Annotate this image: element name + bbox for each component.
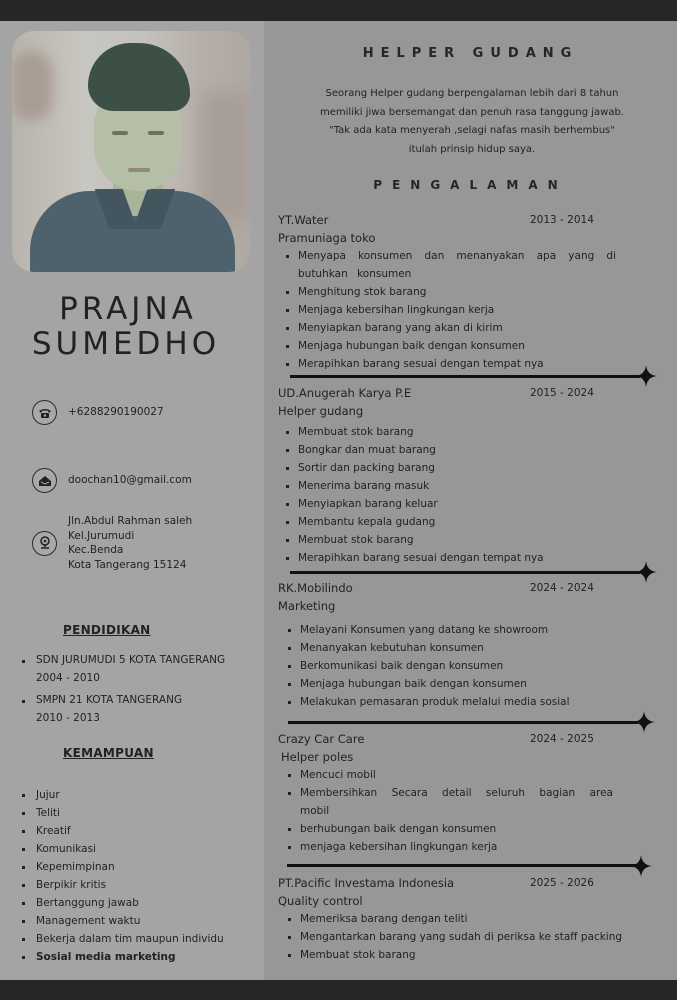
duty-item: Mengantarkan barang yang sudah di periksa ke staff packing: [288, 928, 668, 946]
address-line: Kota Tangerang 15124: [68, 558, 187, 571]
school-years: 2004 - 2010: [36, 671, 100, 684]
skill-item: Komunikasi: [22, 840, 224, 858]
left-sidebar: [0, 21, 264, 980]
duty-list: [288, 910, 668, 964]
location-pin-icon: [32, 531, 57, 556]
company-name: Crazy Car Care: [278, 732, 365, 746]
job-years: 2024 - 2025: [530, 733, 594, 745]
job-years: 2013 - 2014: [530, 214, 594, 226]
skill-item: Sosial media marketing: [22, 948, 224, 966]
duty-item: Mencuci mobil: [288, 766, 668, 784]
job-years: 2024 - 2024: [530, 582, 594, 594]
address: [68, 514, 192, 572]
job-entry: [278, 579, 668, 711]
duty-list: [286, 423, 668, 567]
skill-item: Bertanggung jawab: [22, 894, 224, 912]
skills-list: [22, 786, 224, 966]
contact-address: [32, 514, 192, 572]
last-name: SUMEDHO: [31, 326, 221, 362]
job-header: [278, 211, 668, 229]
photo-eye: [148, 131, 164, 135]
contact-phone: [32, 400, 164, 425]
job-header: [278, 730, 668, 748]
job-entry: [278, 384, 668, 567]
skill-item: Teliti: [22, 804, 224, 822]
duty-list: [286, 247, 668, 373]
job-years: 2015 - 2024: [530, 387, 594, 399]
duty-item: Menanyakan kebutuhan konsumen: [288, 639, 668, 657]
photo-eye: [112, 131, 128, 135]
job-header: [278, 384, 668, 402]
school-name: SDN JURUMUDI 5 KOTA TANGERANG: [36, 654, 226, 666]
summary-line: memiliki jiwa bersemangat dan penuh rasa tanggung jawab.: [320, 106, 624, 118]
duty-item: Menjaga hubungan baik dengan konsumen: [286, 337, 668, 355]
duty-item: Bongkar dan muat barang: [286, 441, 668, 459]
duty-item: Menyapa konsumen dan menanyakan apa yang di butuhkan konsumen: [286, 247, 616, 283]
school-name: SMPN 21 KOTA TANGERANG: [36, 694, 183, 706]
duty-item: Merapihkan barang sesuai dengan tempat nya: [286, 355, 668, 373]
education-list: [22, 652, 225, 732]
duty-item: Melakukan pemasaran produk melalui media sosial: [288, 693, 668, 711]
duty-item: Membuat stok barang: [288, 946, 668, 964]
education-item: [22, 692, 225, 727]
summary-line: itulah prinsip hidup saya.: [408, 143, 536, 155]
duty-item: menjaga kebersihan lingkungan kerja: [288, 838, 668, 856]
telephone-icon: [32, 400, 57, 425]
school-years: 2010 - 2013: [36, 711, 100, 724]
profile-photo: [12, 31, 251, 272]
photo-background: [12, 51, 52, 121]
duty-item: Membantu kepala gudang: [286, 513, 668, 531]
job-role: Helper poles: [281, 750, 354, 764]
company-name: RK.Mobilindo: [278, 581, 353, 595]
duty-item: Menjaga hubungan baik dengan konsumen: [288, 675, 668, 693]
job-title: HELPER GUDANG: [362, 46, 579, 61]
address-line: Jln.Abdul Rahman saleh: [68, 515, 193, 527]
duty-item: Melayani Konsumen yang datang ke showroom: [288, 621, 668, 639]
company-name: UD.Anugerah Karya P.E: [278, 386, 412, 400]
address-line: Kec.Benda: [68, 544, 124, 556]
skill-item: Jujur: [22, 786, 224, 804]
skill-item: Kreatif: [22, 822, 224, 840]
duty-item: Sortir dan packing barang: [286, 459, 668, 477]
summary: [272, 85, 672, 159]
job-entry: [278, 874, 668, 964]
job-entry: [278, 211, 668, 373]
section-divider: [287, 864, 637, 867]
first-name: PRAJNA: [59, 291, 197, 327]
duty-item: Memeriksa barang dengan teliti: [288, 910, 668, 928]
duty-item: Membersihkan Secara detail seluruh bagian area mobil: [288, 784, 613, 820]
skills-heading: KEMAMPUAN: [63, 746, 154, 760]
phone-number: +6288290190027: [68, 406, 164, 419]
section-divider: [290, 375, 640, 378]
duty-item: Menerima barang masuk: [286, 477, 668, 495]
company-name: PT.Pacific Investama Indonesia: [278, 876, 455, 890]
resume-page: [0, 21, 677, 980]
bottom-frame-bar: [0, 980, 677, 1000]
section-divider: [290, 571, 640, 574]
contact-email: [32, 468, 192, 493]
envelope-icon: [32, 468, 57, 493]
duty-item: Berkomunikasi baik dengan konsumen: [288, 657, 668, 675]
duty-item: Menyiapkan barang yang akan di kirim: [286, 319, 668, 337]
education-item: [22, 652, 225, 687]
duty-list: [288, 621, 668, 711]
summary-line: "Tak ada kata menyerah ,selagi nafas masih berhembus": [329, 125, 615, 136]
job-role: Pramuniaga toko: [278, 231, 376, 245]
duty-list: [288, 766, 668, 856]
education-heading: PENDIDIKAN: [63, 623, 151, 637]
duty-item: Membuat stok barang: [286, 531, 668, 549]
photo-hair: [88, 43, 190, 111]
job-role: Quality control: [278, 894, 363, 908]
skill-item: Kepemimpinan: [22, 858, 224, 876]
skill-item: Bekerja dalam tim maupun individu: [22, 930, 224, 948]
skill-item: Management waktu: [22, 912, 224, 930]
duty-item: Menghitung stok barang: [286, 283, 668, 301]
duty-item: Membuat stok barang: [286, 423, 668, 441]
job-role: Marketing: [278, 599, 336, 613]
section-divider: [288, 721, 638, 724]
company-name: YT.Water: [278, 213, 329, 227]
duty-item: berhubungan baik dengan konsumen: [288, 820, 668, 838]
job-header: [278, 579, 668, 597]
duty-item: Menjaga kebersihan lingkungan kerja: [286, 301, 668, 319]
address-line: Kel.Jurumudi: [68, 529, 135, 542]
skill-item: Berpikir kritis: [22, 876, 224, 894]
job-role: Helper gudang: [278, 404, 364, 418]
top-frame-bar: [0, 0, 677, 21]
photo-mouth: [128, 168, 150, 172]
experience-heading: PENGALAMAN: [373, 178, 568, 192]
job-years: 2025 - 2026: [530, 877, 594, 889]
duty-item: Merapihkan barang sesuai dengan tempat nya: [286, 549, 668, 567]
summary-line: Seorang Helper gudang berpengalaman lebih dari 8 tahun: [325, 88, 619, 99]
email-address: doochan10@gmail.com: [68, 474, 192, 487]
job-header: [278, 874, 668, 892]
duty-item: Menyiapkan barang keluar: [286, 495, 668, 513]
job-entry: [278, 730, 668, 856]
